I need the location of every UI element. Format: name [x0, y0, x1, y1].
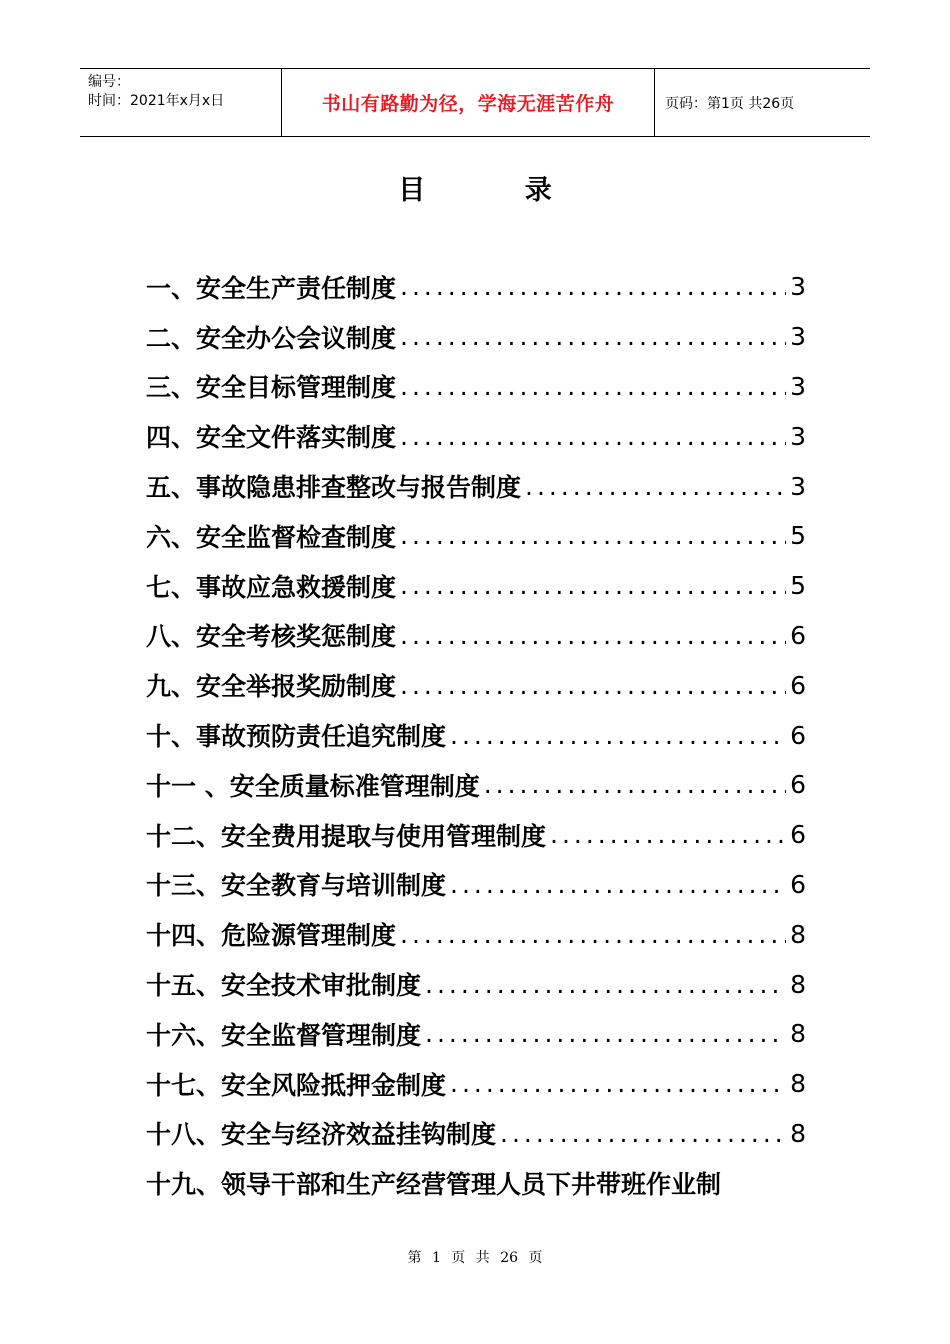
toc-entry-label: 十四、危险源管理制度: [146, 921, 397, 951]
toc-leader-dots: [550, 820, 786, 849]
toc-entry-page-number: 8: [790, 1019, 806, 1049]
toc-entry[interactable]: [146, 710, 806, 760]
toc-title: [0, 168, 950, 207]
toc-leader-dots: [425, 970, 786, 999]
title-char-1: 目: [398, 175, 426, 206]
toc-entry-label: 十、事故预防责任追究制度: [146, 722, 447, 752]
toc-entry-page-number: 6: [790, 770, 806, 800]
toc-entry-label: 八、安全考核奖惩制度: [146, 622, 397, 652]
toc-entry-page-number: 5: [790, 521, 806, 551]
toc-leader-dots: [450, 870, 786, 899]
toc-entry-page-number: 8: [790, 969, 806, 999]
toc-entry-label: 五、事故隐患排查整改与报告制度: [146, 473, 522, 503]
toc-entry-page-number: 8: [790, 1118, 806, 1148]
document-date: 时间：2021年x月x日: [88, 93, 225, 109]
toc-entry-page-number: 6: [790, 620, 806, 650]
toc-entry-label: 九、安全举报奖励制度: [146, 672, 397, 702]
toc-entry[interactable]: [146, 411, 806, 461]
toc-entry-label: 十三、安全教育与培训制度: [146, 871, 447, 901]
page-header: [80, 68, 870, 137]
toc-entry[interactable]: [146, 511, 806, 561]
toc-leader-dots: [484, 770, 786, 799]
toc-leader-dots: [400, 422, 786, 451]
toc-leader-dots: [525, 472, 786, 501]
toc-entry-label: 七、事故应急救援制度: [146, 572, 397, 602]
toc-entry-page-number: 8: [790, 919, 806, 949]
toc-entry[interactable]: [146, 312, 806, 362]
toc-entry[interactable]: [146, 860, 806, 910]
toc-entry[interactable]: [146, 561, 806, 611]
toc-entry[interactable]: [146, 959, 806, 1009]
toc-entry-page-number: 6: [790, 720, 806, 750]
title-char-2: 录: [524, 175, 552, 206]
toc-entry-page-number: 3: [790, 272, 806, 302]
toc-entry-page-number: 3: [790, 421, 806, 451]
toc-leader-dots: [425, 1019, 786, 1048]
page-footer: 第 1 页 共 26 页: [407, 1250, 543, 1266]
toc-entry-label: 十五、安全技术审批制度: [146, 971, 422, 1001]
toc-entry-label: 六、安全监督检查制度: [146, 522, 397, 552]
toc-entry-page-number: 8: [790, 1069, 806, 1099]
toc-leader-dots: [400, 621, 786, 650]
toc-entry-page-number: 3: [790, 322, 806, 352]
toc-entry-label: 十一 、安全质量标准管理制度: [146, 771, 480, 801]
toc-entry[interactable]: [146, 1059, 806, 1109]
toc-entry-page-number: 6: [790, 869, 806, 899]
toc-entry[interactable]: [146, 1109, 806, 1159]
toc-leader-dots: [450, 721, 786, 750]
toc-leader-dots: [400, 571, 786, 600]
page-info-text: 页码：第1页 共26页: [665, 95, 795, 112]
toc-entry[interactable]: [146, 810, 806, 860]
toc-leader-dots: [400, 920, 786, 949]
toc-entry-page-number: 3: [790, 371, 806, 401]
toc-entry[interactable]: [146, 660, 806, 710]
toc-entry-page-number: 6: [790, 670, 806, 700]
toc-entry-page-number: 6: [790, 820, 806, 850]
document-number-label: 编号：: [88, 74, 130, 90]
toc-entry-label: 十七、安全风险抵押金制度: [146, 1070, 447, 1100]
toc-entry[interactable]: [146, 760, 806, 810]
toc-entry-label: 十六、安全监督管理制度: [146, 1020, 422, 1050]
toc-entry[interactable]: [146, 262, 806, 312]
toc-entry-label: 十九、领导干部和生产经营管理人员下井带班作业制: [146, 1170, 722, 1200]
motto-text: 书山有路勤为径，学海无涯苦作舟: [321, 93, 615, 115]
toc-entry-label: 一、安全生产责任制度: [146, 273, 397, 303]
table-of-contents: [146, 262, 806, 1208]
toc-entry-label: 十二、安全费用提取与使用管理制度: [146, 821, 547, 851]
toc-entry[interactable]: [146, 461, 806, 511]
toc-entry[interactable]: [146, 362, 806, 412]
toc-entry-page-number: 3: [790, 471, 806, 501]
toc-entry-label: 三、安全目标管理制度: [146, 373, 397, 403]
header-motto-cell: [282, 69, 655, 136]
header-page-info: [655, 69, 870, 136]
toc-leader-dots: [400, 272, 786, 301]
header-meta: [80, 69, 282, 136]
toc-entry[interactable]: [146, 611, 806, 661]
toc-entry-label: 十八、安全与经济效益挂钩制度: [146, 1120, 497, 1150]
toc-entry-label: 二、安全办公会议制度: [146, 323, 397, 353]
toc-entry[interactable]: [146, 1009, 806, 1059]
toc-leader-dots: [500, 1119, 786, 1148]
toc-leader-dots: [400, 671, 786, 700]
toc-leader-dots: [400, 372, 786, 401]
toc-entry[interactable]: [146, 1158, 806, 1208]
toc-leader-dots: [400, 322, 786, 351]
toc-entry-label: 四、安全文件落实制度: [146, 423, 397, 453]
toc-leader-dots: [450, 1069, 786, 1098]
toc-entry-page-number: 5: [790, 571, 806, 601]
toc-leader-dots: [400, 521, 786, 550]
toc-entry[interactable]: [146, 909, 806, 959]
